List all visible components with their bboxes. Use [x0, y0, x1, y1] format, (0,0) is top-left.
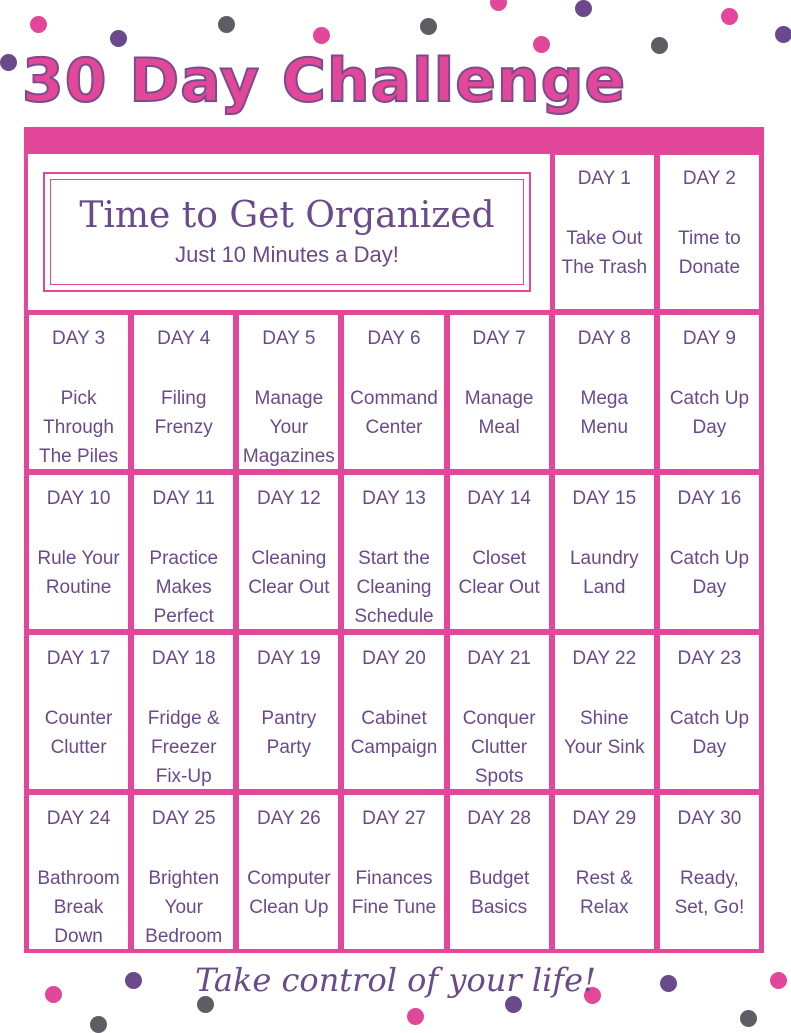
day-task: Brighten Your Bedroom	[145, 868, 223, 947]
day-task: Bathroom Break Down	[37, 868, 120, 947]
day-task: Shine Your Sink	[563, 708, 645, 758]
day-cell	[238, 314, 339, 470]
day-label: DAY 29	[572, 808, 637, 829]
day-task: Laundry Land	[569, 548, 639, 598]
page-title: 30 Day Challenge	[22, 46, 627, 116]
day-cell	[449, 634, 550, 790]
header-inner	[50, 179, 524, 285]
day-label: DAY 8	[577, 328, 631, 349]
day-label: DAY 28	[467, 808, 531, 829]
header-subtitle: Just 10 Minutes a Day!	[175, 242, 399, 267]
day-task: Computer Clean Up	[247, 868, 331, 918]
day-cell	[554, 314, 655, 470]
day-label: DAY 26	[256, 808, 321, 829]
day-task: Practice Makes Perfect	[149, 548, 219, 627]
day-cell	[659, 474, 760, 630]
day-cell	[659, 314, 760, 470]
decor-dot	[490, 0, 507, 11]
day-task: Finances Fine Tune	[351, 868, 437, 918]
decor-dot	[651, 37, 668, 54]
challenge-grid	[28, 154, 760, 950]
footer-tagline: Take control of your life!	[195, 961, 596, 999]
header-cell	[28, 154, 550, 310]
day-task: Filing Frenzy	[154, 388, 213, 438]
day-task: Pick Through The Piles	[38, 388, 119, 467]
day-task: Catch Up Day	[669, 708, 750, 758]
day-label: DAY 24	[46, 808, 111, 829]
day-task: Cabinet Campaign	[350, 708, 438, 758]
day-task: Closet Clear Out	[458, 548, 540, 598]
day-cell	[238, 474, 339, 630]
day-cell	[238, 634, 339, 790]
decor-dot	[420, 18, 437, 35]
day-task: Catch Up Day	[669, 388, 750, 438]
day-label: DAY 30	[677, 808, 742, 829]
day-cell	[343, 474, 444, 630]
day-task: Counter Clutter	[44, 708, 113, 758]
day-cell	[343, 794, 444, 950]
day-label: DAY 9	[682, 328, 736, 349]
decor-dot	[721, 8, 738, 25]
day-cell	[133, 314, 234, 470]
day-label: DAY 20	[362, 648, 426, 669]
day-task: Start the Cleaning Schedule	[354, 548, 434, 627]
day-label: DAY 1	[577, 168, 631, 189]
day-cell	[659, 794, 760, 950]
day-cell	[28, 474, 129, 630]
day-task: Manage Meal	[464, 388, 534, 438]
day-label: DAY 16	[677, 488, 742, 509]
day-cell	[659, 154, 760, 310]
header-title: Time to Get Organized	[79, 195, 495, 236]
day-task: Ready, Set, Go!	[674, 868, 745, 918]
day-cell	[133, 634, 234, 790]
day-label: DAY 5	[262, 328, 316, 349]
day-task: Rule Your Routine	[37, 548, 120, 598]
day-cell	[659, 634, 760, 790]
decor-dot	[775, 26, 791, 43]
day-cell	[554, 474, 655, 630]
decor-dot	[740, 1010, 757, 1027]
day-label: DAY 21	[467, 648, 531, 669]
decor-dot	[575, 0, 592, 17]
day-label: DAY 27	[362, 808, 426, 829]
header-box	[43, 172, 531, 292]
decor-dot	[90, 1016, 107, 1033]
day-label: DAY 22	[572, 648, 637, 669]
day-label: DAY 25	[151, 808, 216, 829]
day-label: DAY 17	[46, 648, 111, 669]
day-cell	[449, 474, 550, 630]
day-cell	[449, 314, 550, 470]
day-label: DAY 10	[46, 488, 111, 509]
day-label: DAY 11	[152, 488, 215, 509]
day-task: Catch Up Day	[669, 548, 750, 598]
day-cell	[28, 634, 129, 790]
day-task: Mega Menu	[580, 388, 629, 438]
day-cell	[554, 794, 655, 950]
day-label: DAY 19	[256, 648, 321, 669]
day-task: Command Center	[350, 388, 438, 438]
day-label: DAY 15	[572, 488, 637, 509]
day-task: Time to Donate	[678, 228, 741, 278]
decor-dot	[30, 16, 47, 33]
day-cell	[28, 314, 129, 470]
day-cell	[554, 634, 655, 790]
day-task: Rest & Relax	[575, 868, 633, 918]
day-cell	[133, 794, 234, 950]
decor-dot	[407, 1008, 424, 1025]
day-label: DAY 6	[367, 328, 421, 349]
day-cell	[28, 794, 129, 950]
day-cell	[238, 794, 339, 950]
day-cell	[554, 154, 655, 310]
day-task: Conquer Clutter Spots	[462, 708, 536, 787]
day-label: DAY 12	[256, 488, 321, 509]
day-cell	[133, 474, 234, 630]
decor-dot	[218, 16, 235, 33]
day-task: Budget Basics	[469, 868, 530, 918]
day-label: DAY 14	[467, 488, 531, 509]
day-label: DAY 3	[51, 328, 106, 349]
day-cell	[449, 794, 550, 950]
day-task: Take Out The Trash	[561, 228, 648, 278]
day-task: Pantry Party	[261, 708, 317, 758]
day-cell	[343, 314, 444, 470]
day-label: DAY 7	[472, 328, 526, 349]
day-task: Cleaning Clear Out	[248, 548, 330, 598]
day-label: DAY 18	[151, 648, 216, 669]
decor-dot	[0, 54, 17, 71]
day-task: Manage Your Magazines	[242, 388, 335, 467]
day-task: Fridge & Freezer Fix-Up	[147, 708, 220, 787]
day-label: DAY 4	[157, 328, 211, 349]
day-label: DAY 23	[677, 648, 742, 669]
day-cell	[343, 634, 444, 790]
day-label: DAY 13	[362, 488, 426, 509]
day-label: DAY 2	[682, 168, 736, 189]
